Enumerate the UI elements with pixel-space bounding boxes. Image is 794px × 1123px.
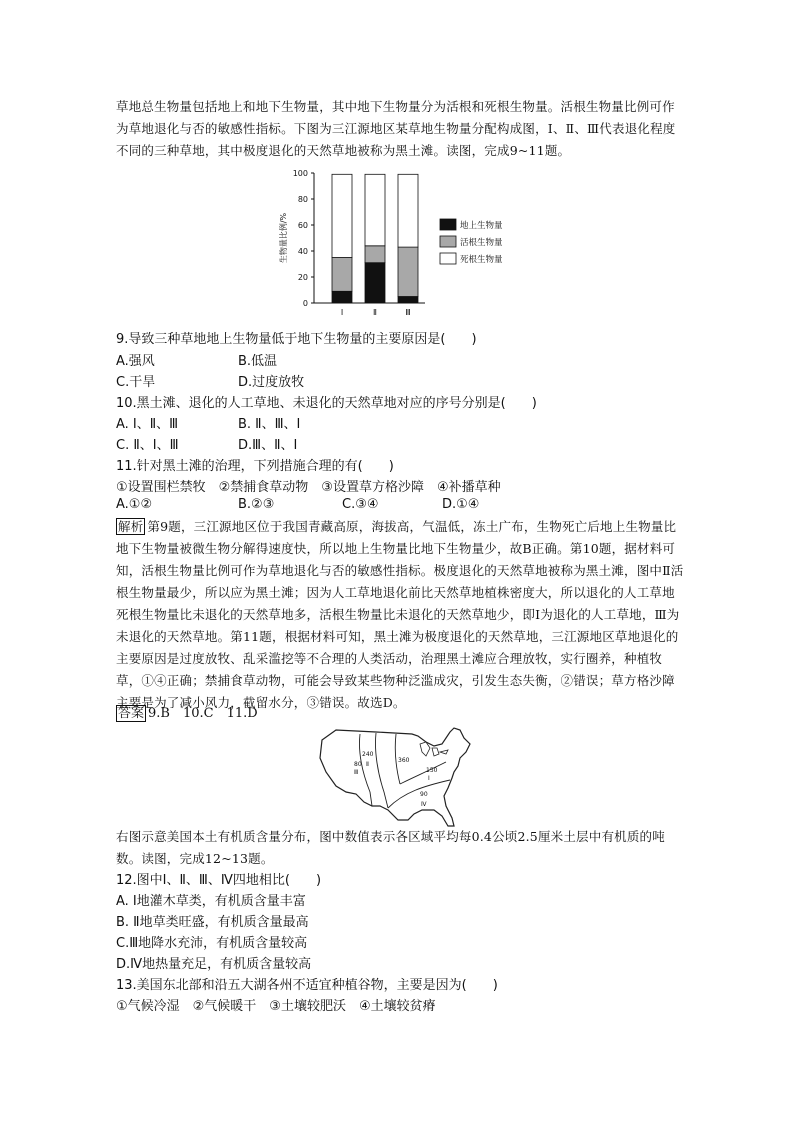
q10-option-c[interactable]: C. Ⅱ、Ⅰ、Ⅲ (116, 438, 179, 453)
map-label: 80 (354, 761, 362, 768)
bar-segment (365, 174, 385, 246)
q10-option-a[interactable]: A. Ⅰ、Ⅱ、Ⅲ (116, 417, 179, 432)
bar-segment (332, 174, 352, 257)
q9-stem: 9.导致三种草地地上生物量低于地下生物量的主要原因是( ) (116, 332, 477, 347)
answer-tag: 答案 (118, 706, 145, 721)
q13-items: ①气候冷湿 ②气候暖干 ③土壤较肥沃 ④土壤较贫瘠 (116, 999, 436, 1014)
intro2-paragraph: 右图示意美国本土有机质含量分布，图中数值表示各区域平均每0.4公顷2.5厘米土层中有机质的吨数。读图，完成12~13题。 (116, 829, 665, 866)
bar-segment (398, 174, 418, 247)
bar-segment (365, 263, 385, 303)
q12-option-a[interactable]: A. Ⅰ地灌木草类，有机质含量丰富 (116, 894, 306, 909)
biomass-chart (274, 163, 534, 323)
q12-option-b[interactable]: B. Ⅱ地草类旺盛，有机质含量最高 (116, 915, 309, 930)
legend-swatch (440, 219, 456, 230)
q11-option-c[interactable]: C.③④ (342, 497, 379, 512)
map-label: Ⅲ (354, 769, 359, 776)
map-label: Ⅱ (366, 761, 369, 768)
q10-option-b[interactable]: B. Ⅱ、Ⅲ、Ⅰ (238, 417, 301, 432)
y-tick-label: 60 (297, 221, 308, 230)
y-tick-label: 20 (297, 273, 308, 282)
legend-label: 死根生物量 (460, 255, 503, 265)
legend-label: 活根生物量 (460, 238, 503, 248)
analysis-tag: 解析 (118, 519, 144, 534)
q9-option-a[interactable]: A.强风 (116, 354, 155, 369)
q11-option-b[interactable]: B.②③ (238, 497, 275, 512)
x-tick-label: Ⅲ (405, 308, 411, 317)
q11-option-d[interactable]: D.①④ (442, 497, 480, 512)
q9-option-c[interactable]: C.干旱 (116, 375, 156, 390)
analysis-text: 第9题，三江源地区位于我国青藏高原，海拔高，气温低，冻土广布，生物死亡后地上生物量比地下生物量被微生物分解得速度快，所以地上生物量比地下生物量少，故B正确。第10题，据材料可知，活根生物量比例可作为草地退化与否的敏感性指标。极度退化的天然草地被称为黑土滩，图中Ⅱ活根生物量最少，所以应为黑土滩；因为人工草地退化前比天然草地植株密度大，所以退化的人工草地死根生物量比未退化的天然草地多，活根生物量比未退化的天然草地少，即Ⅰ为退化的人工草地，Ⅲ为未退化的天然草地。第11题，根据材料可知，黑土滩为极度退化的天然草地，三江源地区草地退化的主要原因是过度放牧、乱采滥挖等不合理的人类活动，治理黑土滩应合理放牧，实行圈养，种植牧草，①④正确；禁捕食草动物，可能会导致某些物种泛滥成灾，引发生态失衡，②错误；草方格沙障主要是为了减小风力，截留水分，③错误。故选D。 (116, 519, 684, 710)
bar-segment (332, 291, 352, 303)
bar-segment (398, 247, 418, 296)
y-tick-label: 100 (292, 169, 308, 178)
map-label: 150 (426, 767, 438, 774)
q12-option-d[interactable]: D.Ⅳ地热量充足，有机质含量较高 (116, 957, 312, 972)
legend-swatch (440, 236, 456, 247)
y-axis-label: 生物量比例/% (279, 212, 288, 264)
y-tick-label: 80 (297, 195, 308, 204)
map-label: 240 (362, 751, 374, 758)
analysis-block (116, 516, 686, 714)
q9-option-d[interactable]: D.过度放牧 (238, 375, 305, 390)
legend-label: 地上生物量 (460, 221, 503, 231)
legend-swatch (440, 253, 456, 264)
answer-text: 9.B 10.C 11.D (148, 706, 258, 721)
q11-stem: 11.针对黑土滩的治理，下列措施合理的有( ) (116, 459, 394, 474)
q10-stem: 10.黑土滩、退化的人工草地、未退化的天然草地对应的序号分别是( ) (116, 396, 537, 411)
q12-option-c[interactable]: C.Ⅲ地降水充沛，有机质含量较高 (116, 936, 308, 951)
q11-items: ①设置围栏禁牧 ②禁捕食草动物 ③设置草方格沙障 ④补播草种 (116, 480, 501, 495)
q9-option-b[interactable]: B.低温 (238, 354, 278, 369)
y-tick-label: 0 (302, 299, 308, 308)
bar-segment (332, 258, 352, 292)
bar-segment (398, 297, 418, 304)
map-label: Ⅰ (428, 775, 430, 782)
intro-paragraph: 草地总生物量包括地上和地下生物量，其中地下生物量分为活根和死根生物量。活根生物量比例可作为草地退化与否的敏感性指标。下图为三江源地区某草地生物量分配构成图，Ⅰ、Ⅱ、Ⅲ代表退化程度不同的三种草地，其中极度退化的天然草地被称为黑土滩。读图，完成9~11题。 (116, 99, 676, 158)
q11-option-a[interactable]: A.①② (116, 497, 153, 512)
map-label: 360 (398, 757, 410, 764)
map-label: 90 (420, 791, 428, 798)
bar-segment (365, 246, 385, 263)
map-label: Ⅳ (421, 801, 427, 808)
q10-option-d[interactable]: D.Ⅲ、Ⅱ、Ⅰ (238, 438, 298, 453)
answer-block (116, 702, 258, 722)
q13-stem: 13.美国东北部和沿五大湖各州不适宜种植谷物，主要是因为( ) (116, 978, 498, 993)
x-tick-label: Ⅱ (373, 308, 377, 317)
us-organic-matter-map (314, 722, 484, 834)
x-tick-label: Ⅰ (340, 308, 344, 317)
q12-stem: 12.图中Ⅰ、Ⅱ、Ⅲ、Ⅳ四地相比( ) (116, 873, 322, 888)
y-tick-label: 40 (297, 247, 308, 256)
